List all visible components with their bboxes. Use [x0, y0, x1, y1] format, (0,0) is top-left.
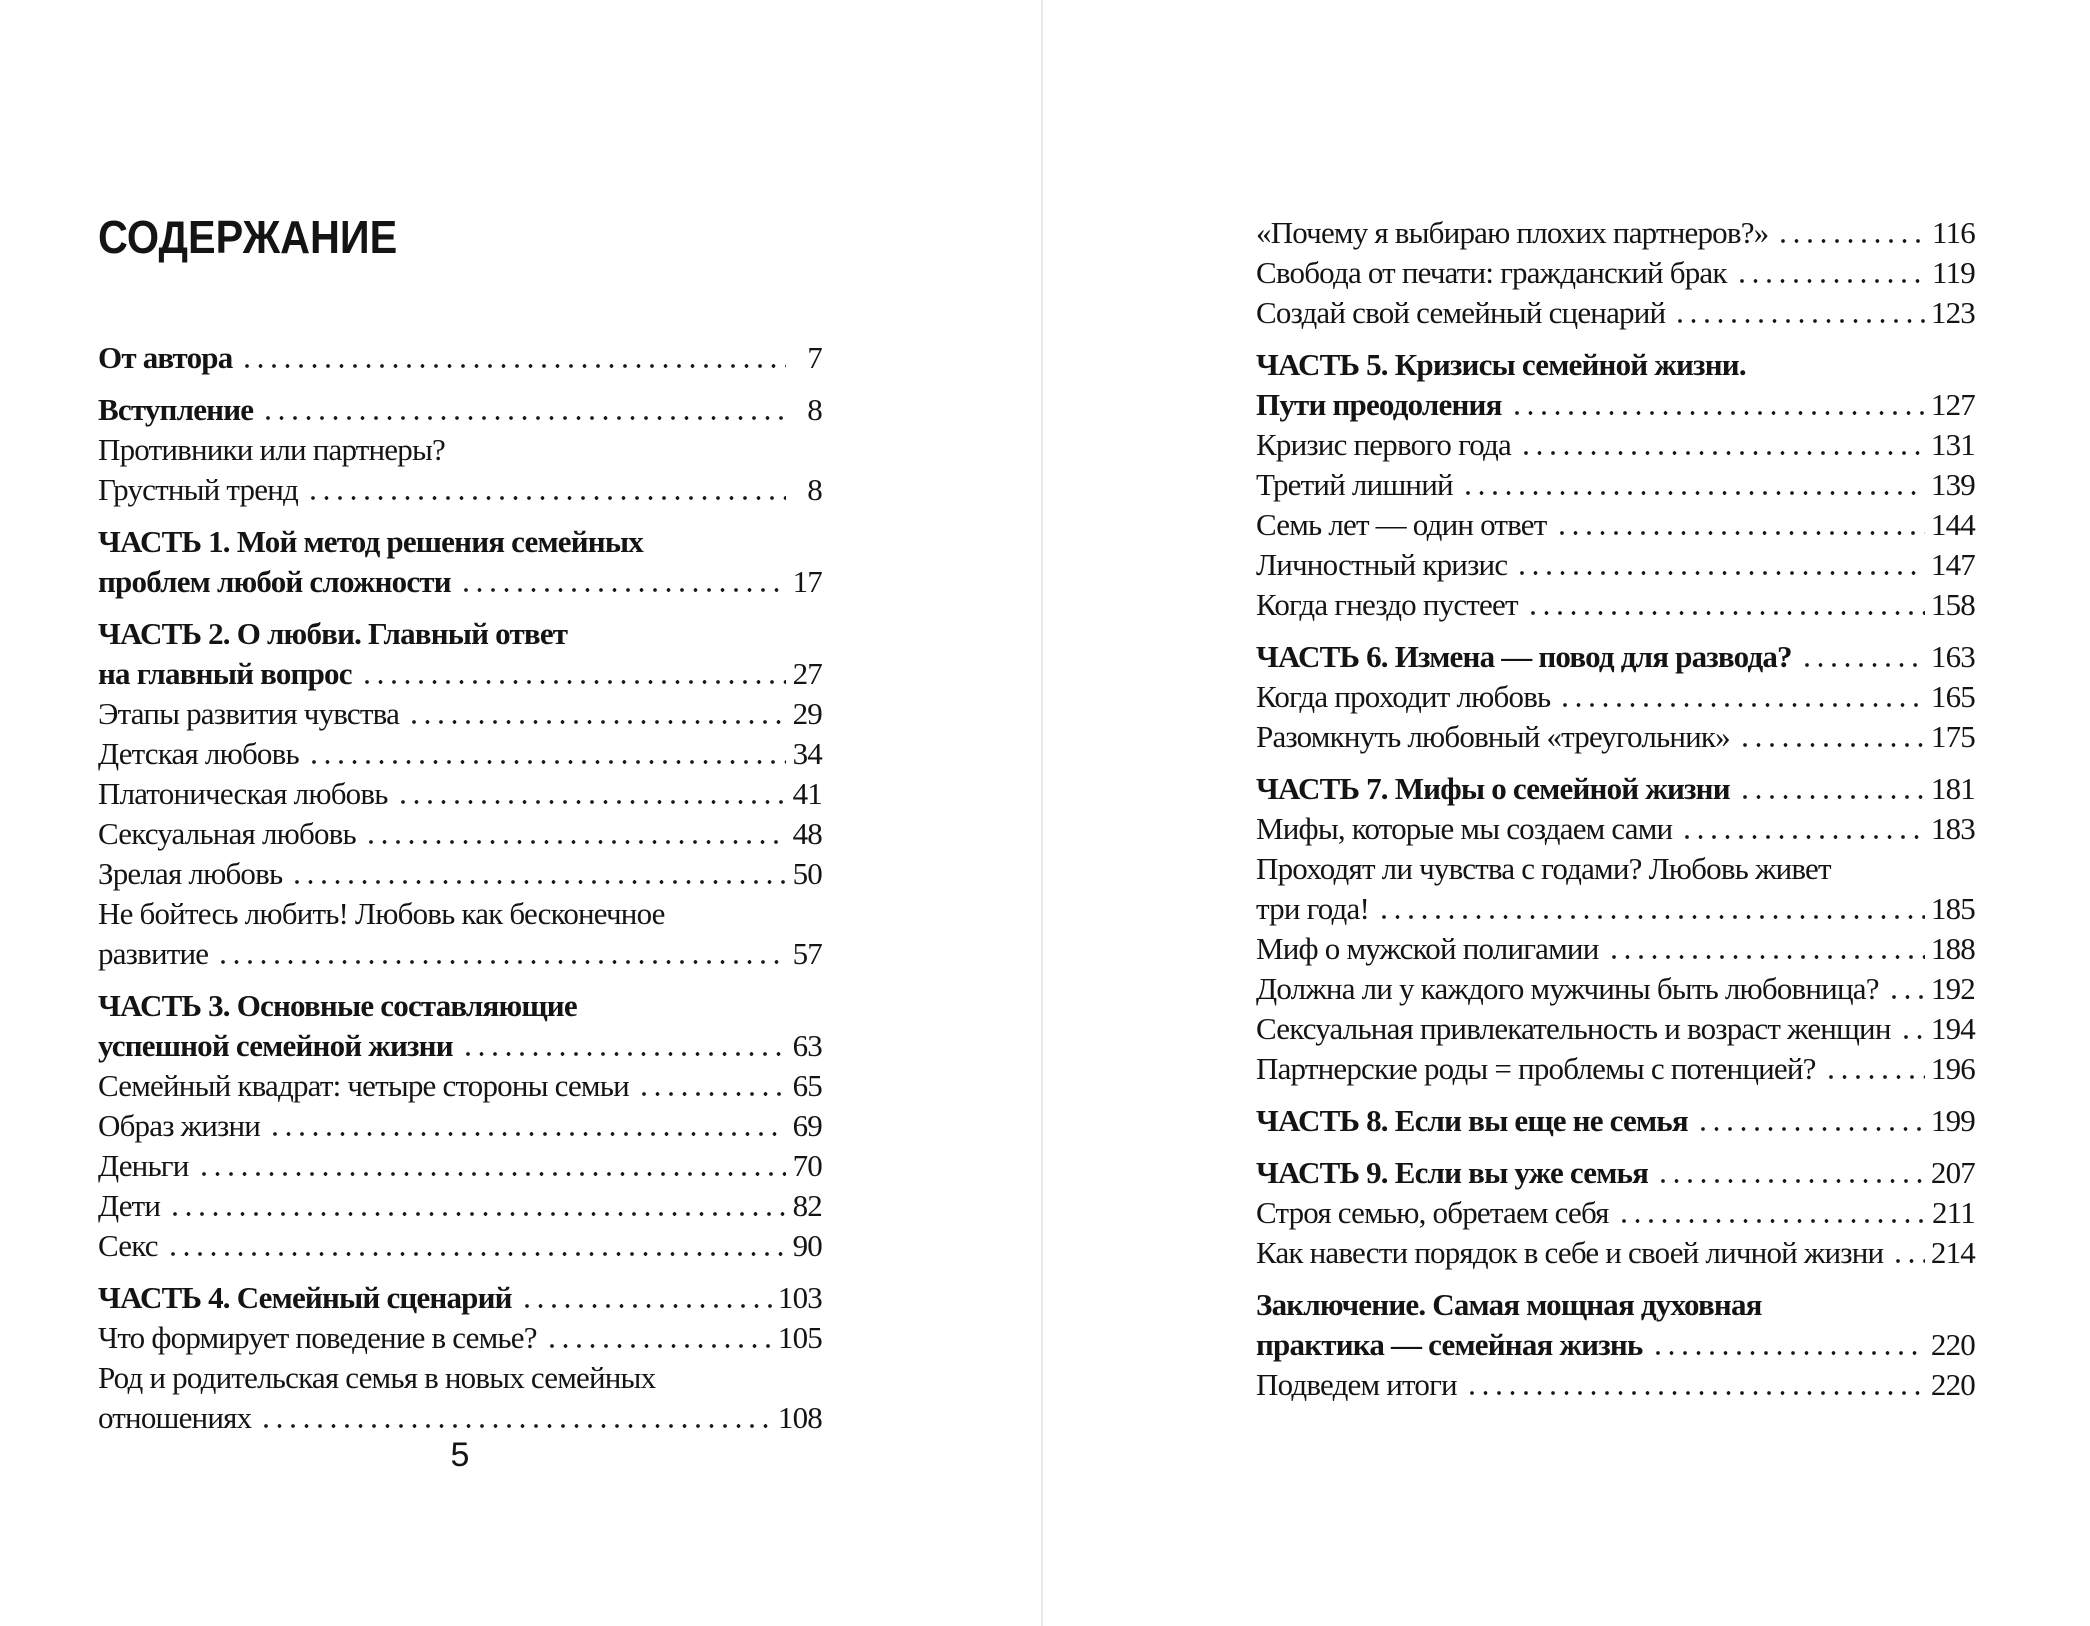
- toc-entry-text: развитие: [98, 936, 209, 971]
- toc-page-number: 163: [1930, 639, 1975, 674]
- toc-page-number: 181: [1930, 771, 1975, 806]
- toc-row: [98, 1358, 822, 1398]
- toc-page-number: 90: [792, 1228, 822, 1263]
- toc-row: [1256, 253, 1975, 293]
- dot-leader: [307, 495, 786, 501]
- toc-entry-text: Как навести порядок в себе и своей личной жизни: [1256, 1235, 1884, 1270]
- toc-row: [98, 774, 822, 814]
- dot-leader: [1556, 530, 1925, 536]
- toc-row: [1256, 1153, 1975, 1193]
- dot-leader: [462, 1051, 786, 1057]
- dot-leader: [1511, 410, 1925, 416]
- toc-entry-text: Третий лишний: [1256, 467, 1453, 502]
- dot-leader: [365, 839, 786, 845]
- toc-row: [98, 1398, 822, 1438]
- toc-entry-text: Секс: [98, 1228, 158, 1263]
- toc-entry-text: три года!: [1256, 891, 1369, 926]
- dot-leader: [397, 799, 786, 805]
- toc-page-number: 192: [1930, 971, 1975, 1006]
- toc-entry-text: «Почему я выбираю плохих партнеров?»: [1256, 215, 1769, 250]
- toc-page-number: 63: [792, 1028, 822, 1063]
- dot-leader: [361, 679, 786, 685]
- toc-page-number: 188: [1930, 931, 1975, 966]
- dot-leader: [521, 1303, 772, 1309]
- toc-right-column: [1256, 213, 1975, 1405]
- toc-row: [1256, 293, 1975, 333]
- toc-row: [1256, 809, 1975, 849]
- toc-row: [98, 1146, 822, 1186]
- toc-page-number: 175: [1930, 719, 1975, 754]
- toc-page-number: 7: [807, 340, 822, 375]
- toc-row: [98, 1026, 822, 1066]
- dot-leader: [260, 1423, 772, 1429]
- toc-entry-text: ЧАСТЬ 4. Семейный сценарий: [98, 1280, 512, 1315]
- toc-row: [1256, 585, 1975, 625]
- toc-row: [98, 1106, 822, 1146]
- dot-leader: [638, 1091, 786, 1097]
- dot-leader: [460, 587, 786, 593]
- toc-row: [1256, 465, 1975, 505]
- toc-entry-text: Мифы, которые мы создаем сами: [1256, 811, 1673, 846]
- dot-leader: [169, 1211, 786, 1217]
- toc-page-number: 50: [792, 856, 822, 891]
- toc-entry-text: успешной семейной жизни: [98, 1028, 453, 1063]
- toc-row: [1256, 1325, 1975, 1365]
- toc-page-number: 127: [1930, 387, 1975, 422]
- toc-page-number: 207: [1930, 1155, 1975, 1190]
- dot-leader: [1520, 450, 1925, 456]
- toc-row: [98, 1318, 822, 1358]
- dot-leader: [1378, 914, 1925, 920]
- toc-entry-text: ЧАСТЬ 2. О любви. Главный ответ: [98, 616, 568, 651]
- toc-page-number: 196: [1930, 1051, 1975, 1086]
- toc-page-number: 194: [1930, 1011, 1975, 1046]
- toc-entry-text: Миф о мужской полигамии: [1256, 931, 1599, 966]
- toc-row: [1256, 889, 1975, 929]
- toc-row: [1256, 637, 1975, 677]
- page-gutter-divider: [1041, 0, 1043, 1626]
- toc-row: [1256, 425, 1975, 465]
- toc-entry-text: Образ жизни: [98, 1108, 261, 1143]
- toc-row: [98, 338, 822, 378]
- toc-row: [98, 894, 822, 934]
- dot-leader: [1462, 490, 1925, 496]
- toc-page-number: 48: [792, 816, 822, 851]
- toc-entry-text: Подведем итоги: [1256, 1367, 1457, 1402]
- toc-entry-text: Проходят ли чувства с годами? Любовь живет: [1256, 851, 1831, 886]
- toc-entry-text: ЧАСТЬ 7. Мифы о семейной жизни: [1256, 771, 1730, 806]
- toc-entry-text: ЧАСТЬ 6. Измена — повод для развода?: [1256, 639, 1792, 674]
- toc-page-number: 41: [792, 776, 822, 811]
- toc-left-column: [98, 338, 822, 1438]
- toc-entry-text: Этапы развития чувства: [98, 696, 400, 731]
- toc-page-number: 139: [1930, 467, 1975, 502]
- toc-row: [1256, 505, 1975, 545]
- toc-row: [98, 1278, 822, 1318]
- dot-leader: [1516, 570, 1925, 576]
- toc-entry-text: Разомкнуть любовный «треугольник»: [1256, 719, 1730, 754]
- toc-entry-text: Деньги: [98, 1148, 189, 1183]
- dot-leader: [1825, 1074, 1925, 1080]
- toc-row: [98, 614, 822, 654]
- dot-leader: [1736, 278, 1926, 284]
- toc-row: [98, 522, 822, 562]
- folio-page-number: 5: [450, 1436, 470, 1474]
- toc-page-number: 147: [1930, 547, 1975, 582]
- dot-leader: [269, 1131, 786, 1137]
- toc-page-number: 34: [792, 736, 822, 771]
- toc-entry-text: Не бойтесь любить! Любовь как бесконечное: [98, 896, 665, 931]
- toc-row: [98, 562, 822, 602]
- toc-row: [1256, 1365, 1975, 1405]
- toc-entry-text: ЧАСТЬ 8. Если вы еще не семья: [1256, 1103, 1688, 1138]
- dot-leader: [1697, 1126, 1925, 1132]
- dot-leader: [198, 1171, 786, 1177]
- dot-leader: [1559, 702, 1925, 708]
- toc-entry-text: Грустный тренд: [98, 472, 298, 507]
- toc-page-number: 165: [1930, 679, 1975, 714]
- toc-entry-text: практика — семейная жизнь: [1256, 1327, 1643, 1362]
- toc-page-number: 70: [792, 1148, 822, 1183]
- toc-page-number: 131: [1930, 427, 1975, 462]
- page-title: СОДЕРЖАНИЕ: [98, 211, 398, 263]
- dot-leader: [1739, 742, 1925, 748]
- toc-row: [1256, 385, 1975, 425]
- toc-row: [1256, 345, 1975, 385]
- toc-page-number: 108: [777, 1400, 822, 1435]
- toc-entry-text: Зрелая любовь: [98, 856, 283, 891]
- toc-row: [1256, 213, 1975, 253]
- toc-entry-text: Должна ли у каждого мужчины быть любовница?: [1256, 971, 1879, 1006]
- dot-leader: [1652, 1350, 1925, 1356]
- toc-row: [1256, 1101, 1975, 1141]
- toc-entry-text: проблем любой сложности: [98, 564, 451, 599]
- toc-page-number: 214: [1930, 1235, 1975, 1270]
- toc-page-number: 211: [1932, 1195, 1975, 1230]
- toc-row: [1256, 1285, 1975, 1325]
- toc-entry-text: Сексуальная любовь: [98, 816, 356, 851]
- toc-row: [1256, 849, 1975, 889]
- toc-row: [1256, 545, 1975, 585]
- toc-entry-text: Пути преодоления: [1256, 387, 1502, 422]
- dot-leader: [1466, 1390, 1925, 1396]
- toc-row: [98, 734, 822, 774]
- toc-entry-text: ЧАСТЬ 1. Мой метод решения семейных: [98, 524, 643, 559]
- dot-leader: [1892, 1258, 1925, 1264]
- toc-page-number: 65: [792, 1068, 822, 1103]
- toc-row: [98, 1226, 822, 1266]
- toc-page-number: 123: [1930, 295, 1975, 330]
- toc-page-number: 220: [1930, 1367, 1975, 1402]
- toc-row: [98, 814, 822, 854]
- toc-entry-text: Сексуальная привлекательность и возраст женщин: [1256, 1011, 1891, 1046]
- dot-leader: [308, 759, 786, 765]
- toc-row: [98, 1066, 822, 1106]
- toc-page-number: 158: [1930, 587, 1975, 622]
- toc-page-number: 183: [1930, 811, 1975, 846]
- toc-entry-text: Противники или партнеры?: [98, 432, 445, 467]
- toc-row: [1256, 1009, 1975, 1049]
- toc-entry-text: на главный вопрос: [98, 656, 352, 691]
- toc-row: [1256, 1049, 1975, 1089]
- dot-leader: [1739, 794, 1925, 800]
- toc-row: [1256, 717, 1975, 757]
- toc-entry-text: Семь лет — один ответ: [1256, 507, 1547, 542]
- toc-row: [1256, 969, 1975, 1009]
- toc-entry-text: ЧАСТЬ 3. Основные составляющие: [98, 988, 577, 1023]
- dot-leader: [408, 719, 786, 725]
- dot-leader: [1618, 1218, 1926, 1224]
- toc-entry-text: От автора: [98, 340, 233, 375]
- toc-entry-text: Свобода от печати: гражданский брак: [1256, 255, 1727, 290]
- toc-row: [1256, 677, 1975, 717]
- toc-entry-text: Платоническая любовь: [98, 776, 388, 811]
- dot-leader: [1657, 1178, 1925, 1184]
- toc-page-number: 82: [792, 1188, 822, 1223]
- toc-row: [98, 654, 822, 694]
- toc-page-number: 116: [1932, 215, 1975, 250]
- toc-page-number: 69: [792, 1108, 822, 1143]
- toc-row: [1256, 1233, 1975, 1273]
- dot-leader: [241, 363, 786, 369]
- dot-leader: [546, 1343, 772, 1349]
- toc-entry-text: Вступление: [98, 392, 254, 427]
- toc-row: [1256, 769, 1975, 809]
- right-page: [1256, 213, 1975, 1405]
- toc-entry-text: ЧАСТЬ 9. Если вы уже семья: [1256, 1155, 1649, 1190]
- toc-entry-text: Род и родительская семья в новых семейных: [98, 1360, 656, 1395]
- toc-entry-text: Личностный кризис: [1256, 547, 1508, 582]
- dot-leader: [1681, 834, 1925, 840]
- toc-entry-text: Детская любовь: [98, 736, 299, 771]
- toc-page-number: 27: [792, 656, 822, 691]
- toc-entry-text: Создай свой семейный сценарий: [1256, 295, 1666, 330]
- dot-leader: [1777, 238, 1926, 244]
- toc-page-number: 57: [792, 936, 822, 971]
- dot-leader: [217, 959, 786, 965]
- toc-row: [1256, 929, 1975, 969]
- toc-page-number: 105: [777, 1320, 822, 1355]
- toc-page-number: 17: [792, 564, 822, 599]
- dot-leader: [167, 1251, 786, 1257]
- toc-page-number: 103: [777, 1280, 822, 1315]
- toc-row: [98, 934, 822, 974]
- toc-entry-text: Строя семью, обретаем себя: [1256, 1195, 1609, 1230]
- toc-entry-text: Семейный квадрат: четыре стороны семьи: [98, 1068, 629, 1103]
- left-page: [98, 212, 822, 1438]
- toc-page-number: 8: [807, 392, 822, 427]
- toc-row: [98, 430, 822, 470]
- toc-row: [98, 986, 822, 1026]
- toc-entry-text: отношениях: [98, 1400, 252, 1435]
- dot-leader: [1674, 318, 1925, 324]
- dot-leader: [1801, 662, 1925, 668]
- toc-entry-text: Когда проходит любовь: [1256, 679, 1551, 714]
- dot-leader: [291, 879, 786, 885]
- toc-page-number: 119: [1932, 255, 1975, 290]
- toc-page-number: 185: [1930, 891, 1975, 926]
- toc-page-number: 199: [1930, 1103, 1975, 1138]
- toc-entry-text: Когда гнездо пустеет: [1256, 587, 1518, 622]
- toc-entry-text: Дети: [98, 1188, 161, 1223]
- toc-row: [98, 1186, 822, 1226]
- toc-entry-text: Заключение. Самая мощная духовная: [1256, 1287, 1762, 1322]
- toc-row: [98, 854, 822, 894]
- toc-entry-text: Партнерские роды = проблемы с потенцией?: [1256, 1051, 1816, 1086]
- dot-leader: [1527, 610, 1925, 616]
- toc-page-number: 8: [807, 472, 822, 507]
- toc-page-number: 220: [1930, 1327, 1975, 1362]
- toc-row: [98, 470, 822, 510]
- toc-entry-text: ЧАСТЬ 5. Кризисы семейной жизни.: [1256, 347, 1746, 382]
- toc-row: [1256, 1193, 1975, 1233]
- toc-entry-text: Кризис первого года: [1256, 427, 1511, 462]
- toc-page-number: 29: [792, 696, 822, 731]
- toc-entry-text: Что формирует поведение в семье?: [98, 1320, 537, 1355]
- toc-row: [98, 390, 822, 430]
- dot-leader: [1888, 994, 1925, 1000]
- dot-leader: [1608, 954, 1925, 960]
- dot-leader: [262, 415, 786, 421]
- toc-page-number: 144: [1930, 507, 1975, 542]
- dot-leader: [1900, 1034, 1925, 1040]
- toc-row: [98, 694, 822, 734]
